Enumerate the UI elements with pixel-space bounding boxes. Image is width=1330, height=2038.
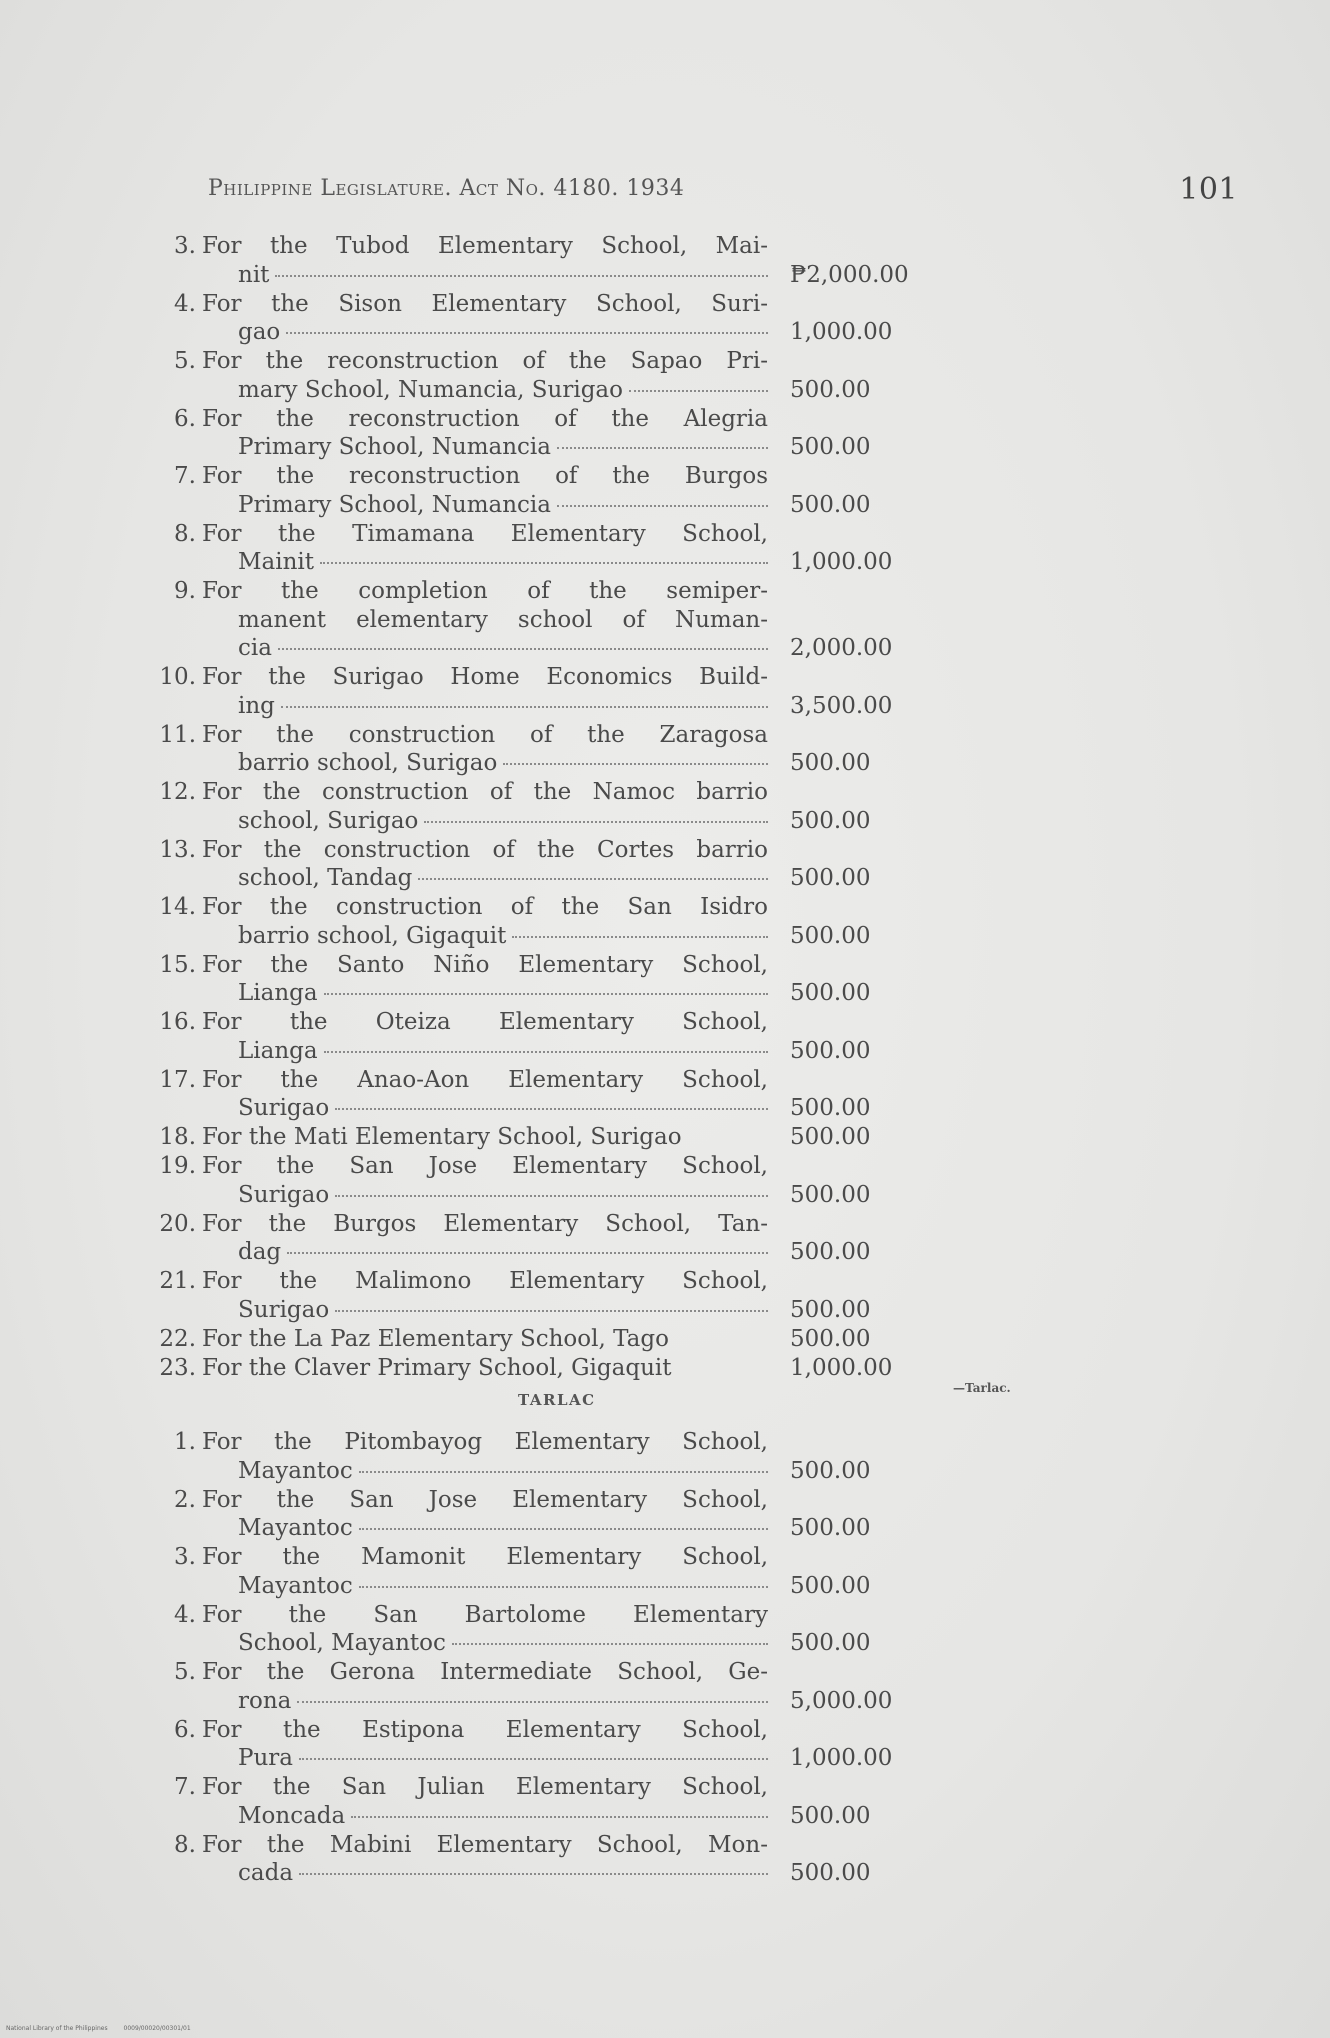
item-number: 4.	[174, 290, 196, 317]
list-item	[150, 1543, 950, 1601]
item-description	[202, 1601, 768, 1658]
dot-leader	[335, 1108, 768, 1110]
item-description	[202, 721, 768, 778]
description-line	[202, 1238, 768, 1267]
dot-leader	[424, 821, 768, 823]
description-line: For the reconstruction of the Burgos	[202, 463, 768, 489]
list-item	[150, 1658, 950, 1716]
dot-leader	[281, 706, 768, 708]
item-number: 21.	[159, 1268, 196, 1294]
item-amount: 500.00	[790, 807, 871, 834]
appropriations-list-tarlac	[150, 1428, 950, 1888]
item-description	[202, 1152, 768, 1209]
dot-leader	[452, 1643, 768, 1645]
list-item	[150, 1773, 950, 1831]
dot-leader	[418, 878, 768, 880]
item-number: 12.	[159, 779, 196, 805]
item-number: 4.	[174, 1601, 196, 1628]
description-line	[202, 634, 768, 663]
line-text: Lianga	[238, 1037, 318, 1064]
item-amount: 500.00	[790, 1296, 871, 1323]
description-line: For the Estipona Elementary School,	[202, 1716, 768, 1743]
dot-leader	[359, 1586, 768, 1588]
page-header	[208, 172, 1238, 216]
line-text: Primary School, Numancia	[238, 491, 551, 518]
line-text: Mainit	[238, 549, 315, 575]
item-amount: 500.00	[790, 1095, 871, 1121]
description-line: For the Mabini Elementary School, Mon-	[202, 1831, 768, 1858]
description-line	[202, 807, 768, 836]
page-number: 101	[1179, 172, 1238, 207]
item-number: 7.	[174, 1774, 196, 1800]
item-number: 20.	[159, 1210, 196, 1237]
list-item	[150, 1066, 950, 1124]
dot-leader	[503, 763, 768, 765]
item-number: 9.	[174, 578, 196, 604]
description-line: For the construction of the San Isidro	[202, 894, 768, 920]
item-amount: 500.00	[790, 1037, 871, 1064]
item-amount: 500.00	[790, 1802, 871, 1829]
item-amount: 1,000.00	[790, 1745, 893, 1771]
archive-id: 0009/00020/00301/01	[123, 2025, 191, 2032]
running-title: Philippine Legislature. Act No. 4180. 1934	[208, 176, 685, 201]
line-text: Primary School, Numancia	[238, 434, 551, 460]
item-description	[202, 462, 768, 519]
description-line: For the Sison Elementary School, Suri-	[202, 290, 768, 317]
description-line: For the Santo Niño Elementary School,	[202, 951, 768, 978]
list-item	[150, 1008, 950, 1066]
list-item	[150, 951, 950, 1009]
list-item	[150, 1831, 950, 1889]
description-line: For the Oteiza Elementary School,	[202, 1009, 768, 1035]
description-line: For the reconstruction of the Alegria	[202, 405, 768, 432]
description-line	[202, 491, 768, 520]
dot-leader	[335, 1195, 768, 1197]
description-line	[202, 1572, 768, 1601]
item-amount: 500.00	[790, 1124, 871, 1150]
dot-leader	[335, 1310, 768, 1312]
line-text: barrio school, Gigaquit	[238, 922, 507, 949]
item-description	[202, 1428, 768, 1485]
dot-leader	[278, 648, 768, 650]
dot-leader	[557, 505, 768, 507]
dot-leader	[324, 1051, 768, 1053]
item-amount: 500.00	[790, 1860, 871, 1886]
item-description	[202, 1831, 768, 1888]
item-number: 1.	[174, 1429, 196, 1455]
item-amount: 500.00	[790, 1515, 871, 1541]
dot-leader	[629, 390, 768, 392]
margin-note: —Tarlac.	[953, 1381, 1011, 1395]
item-description	[202, 1773, 768, 1830]
item-description	[202, 290, 768, 347]
item-number: 23.	[159, 1354, 196, 1381]
description-line: manent elementary school of Numan-	[238, 606, 768, 633]
line-text: school, Surigao	[238, 807, 419, 834]
description-line	[202, 1181, 768, 1210]
item-description	[202, 347, 768, 404]
item-description	[202, 663, 768, 720]
dot-leader	[299, 1758, 768, 1760]
list-item	[150, 1267, 950, 1325]
dot-leader	[512, 936, 768, 938]
description-line: For the construction of the Zaragosa	[202, 721, 768, 748]
description-line	[202, 318, 768, 347]
list-item	[150, 778, 950, 836]
description-line	[202, 864, 768, 893]
list-item	[150, 1123, 950, 1152]
description-line	[202, 376, 768, 405]
line-text: Mayantoc	[238, 1572, 353, 1599]
item-amount: 2,000.00	[790, 635, 893, 661]
line-text: school, Tandag	[238, 865, 413, 891]
description-line: For the Burgos Elementary School, Tan-	[202, 1210, 768, 1237]
list-item	[150, 462, 950, 520]
item-amount: 500.00	[790, 1572, 871, 1599]
item-number: 6.	[174, 1716, 196, 1743]
description-line: For the Timamana Elementary School,	[202, 520, 768, 547]
item-amount: 500.00	[790, 434, 871, 460]
description-line	[202, 1859, 768, 1888]
description-line	[202, 1037, 768, 1066]
item-description	[202, 778, 768, 835]
item-amount: 500.00	[790, 1181, 871, 1208]
item-amount: ₱2,000.00	[790, 261, 909, 288]
description-line	[202, 1802, 768, 1831]
item-amount: 5,000.00	[790, 1687, 893, 1714]
item-description	[202, 951, 768, 1008]
description-line	[202, 1094, 768, 1123]
line-text: dag	[238, 1239, 282, 1265]
item-description	[202, 1354, 768, 1383]
item-number: 5.	[174, 348, 196, 374]
description-line	[202, 1514, 768, 1543]
item-amount: 500.00	[790, 980, 871, 1006]
list-item	[150, 663, 950, 721]
item-description	[202, 1008, 768, 1065]
list-item	[150, 1210, 950, 1268]
list-item	[150, 1716, 950, 1774]
line-text: ing	[238, 692, 275, 719]
description-line: For the San Jose Elementary School,	[202, 1486, 768, 1513]
list-item	[150, 520, 950, 578]
dot-leader	[275, 275, 768, 277]
description-line	[202, 692, 768, 721]
list-item	[150, 1354, 950, 1383]
list-item	[150, 405, 950, 463]
description-line: For the construction of the Cortes barrio	[202, 836, 768, 863]
dot-leader	[351, 1816, 768, 1818]
list-item	[150, 347, 950, 405]
line-text: Mayantoc	[238, 1515, 353, 1541]
list-item	[150, 721, 950, 779]
item-number: 2.	[174, 1486, 196, 1513]
description-line: For the Gerona Intermediate School, Ge-	[202, 1659, 768, 1685]
line-text: rona	[238, 1687, 292, 1714]
archive-source: National Library of the Philippines	[6, 2025, 108, 2032]
description-line	[202, 922, 768, 951]
list-item	[150, 893, 950, 951]
description-line	[202, 1629, 768, 1658]
item-description	[202, 1210, 768, 1267]
item-description	[202, 405, 768, 462]
item-number: 15.	[159, 951, 196, 978]
description-line	[202, 979, 768, 1008]
dot-leader	[287, 1252, 768, 1254]
item-amount: 1,000.00	[790, 549, 893, 575]
item-number: 6.	[174, 405, 196, 432]
description-line: For the Surigao Home Economics Build-	[202, 664, 768, 690]
description-line: For the reconstruction of the Sapao Pri-	[202, 348, 768, 374]
description-line	[202, 1744, 768, 1773]
list-item	[150, 577, 950, 663]
item-number: 14.	[159, 894, 196, 920]
description-line: For the San Bartolome Elementary	[202, 1601, 768, 1628]
line-text: Surigao	[238, 1296, 330, 1323]
line-text: Mayantoc	[238, 1457, 353, 1484]
item-amount: 500.00	[790, 1325, 871, 1352]
item-number: 18.	[159, 1124, 196, 1150]
line-text: School, Mayantoc	[238, 1630, 446, 1656]
item-amount: 500.00	[790, 1239, 871, 1265]
item-description	[202, 1123, 768, 1152]
description-line	[202, 1457, 768, 1486]
description-line: For the Mati Elementary School, Surigao	[202, 1124, 682, 1150]
item-description	[202, 577, 768, 663]
item-amount: 500.00	[790, 1630, 871, 1656]
list-item	[150, 1486, 950, 1544]
description-line: For the construction of the Namoc barrio	[202, 779, 768, 805]
list-item	[150, 1325, 950, 1354]
item-amount: 1,000.00	[790, 319, 893, 345]
appropriations-list-surigao	[150, 232, 950, 1383]
description-line: For the Pitombayog Elementary School,	[202, 1429, 768, 1455]
item-description	[202, 1486, 768, 1543]
list-item	[150, 232, 950, 290]
item-description	[202, 520, 768, 577]
line-text: cia	[238, 635, 272, 661]
item-number: 22.	[159, 1325, 196, 1352]
list-item	[150, 1601, 950, 1659]
item-description	[202, 1325, 768, 1354]
description-line: For the Mamonit Elementary School,	[202, 1544, 768, 1570]
item-description	[202, 893, 768, 950]
line-text: barrio school, Surigao	[238, 750, 498, 776]
line-text: Surigao	[238, 1181, 330, 1208]
item-amount: 500.00	[790, 376, 871, 403]
description-line: For the Tubod Elementary School, Mai-	[202, 233, 768, 259]
line-text: Lianga	[238, 980, 318, 1006]
line-text: gao	[238, 319, 281, 345]
item-number: 8.	[174, 520, 196, 547]
line-text: cada	[238, 1860, 294, 1886]
dot-leader	[320, 562, 768, 564]
archive-footer	[6, 2025, 205, 2032]
section-heading: TARLAC	[518, 1391, 596, 1409]
item-amount: 500.00	[790, 491, 871, 518]
line-text: Moncada	[238, 1802, 346, 1829]
list-item	[150, 1428, 950, 1486]
item-description	[202, 1658, 768, 1715]
line-text: Pura	[238, 1745, 293, 1771]
description-line	[202, 1296, 768, 1325]
item-description	[202, 1267, 768, 1324]
line-text: Surigao	[238, 1095, 330, 1121]
description-line	[202, 261, 768, 290]
item-number: 13.	[159, 836, 196, 863]
item-description	[202, 1543, 768, 1600]
description-line	[202, 1687, 768, 1716]
item-number: 10.	[159, 664, 196, 690]
line-text: nit	[238, 261, 270, 288]
list-item	[150, 1152, 950, 1210]
item-description	[202, 1066, 768, 1123]
description-line	[202, 433, 768, 462]
dot-leader	[297, 1701, 768, 1703]
item-number: 3.	[174, 233, 196, 259]
dot-leader	[359, 1528, 768, 1530]
dot-leader	[286, 332, 768, 334]
item-amount: 500.00	[790, 922, 871, 949]
item-amount: 3,500.00	[790, 692, 893, 719]
item-description	[202, 1716, 768, 1773]
item-number: 7.	[174, 463, 196, 489]
description-line: For the Claver Primary School, Gigaquit	[202, 1354, 672, 1381]
dot-leader	[359, 1471, 768, 1473]
item-amount: 1,000.00	[790, 1354, 893, 1381]
description-line: For the completion of the semiper-	[202, 578, 768, 604]
dot-leader	[324, 993, 768, 995]
dot-leader	[557, 447, 768, 449]
item-number: 3.	[174, 1544, 196, 1570]
description-line: For the Anao-Aon Elementary School,	[202, 1066, 768, 1093]
list-item	[150, 290, 950, 348]
item-amount: 500.00	[790, 1457, 871, 1484]
description-line: For the Malimono Elementary School,	[202, 1268, 768, 1294]
item-amount: 500.00	[790, 750, 871, 776]
item-description	[202, 836, 768, 893]
item-number: 11.	[159, 721, 196, 748]
item-number: 5.	[174, 1659, 196, 1685]
description-line	[202, 749, 768, 778]
item-number: 17.	[159, 1066, 196, 1093]
item-number: 8.	[174, 1831, 196, 1858]
item-number: 16.	[159, 1009, 196, 1035]
description-line: For the San Jose Elementary School,	[202, 1153, 768, 1179]
description-line: For the La Paz Elementary School, Tago	[202, 1325, 669, 1352]
description-line: For the San Julian Elementary School,	[202, 1774, 768, 1800]
item-amount: 500.00	[790, 865, 871, 891]
item-number: 19.	[159, 1153, 196, 1179]
item-description	[202, 232, 768, 289]
dot-leader	[299, 1873, 768, 1875]
line-text: mary School, Numancia, Surigao	[238, 376, 623, 403]
list-item	[150, 836, 950, 894]
description-line	[202, 548, 768, 577]
